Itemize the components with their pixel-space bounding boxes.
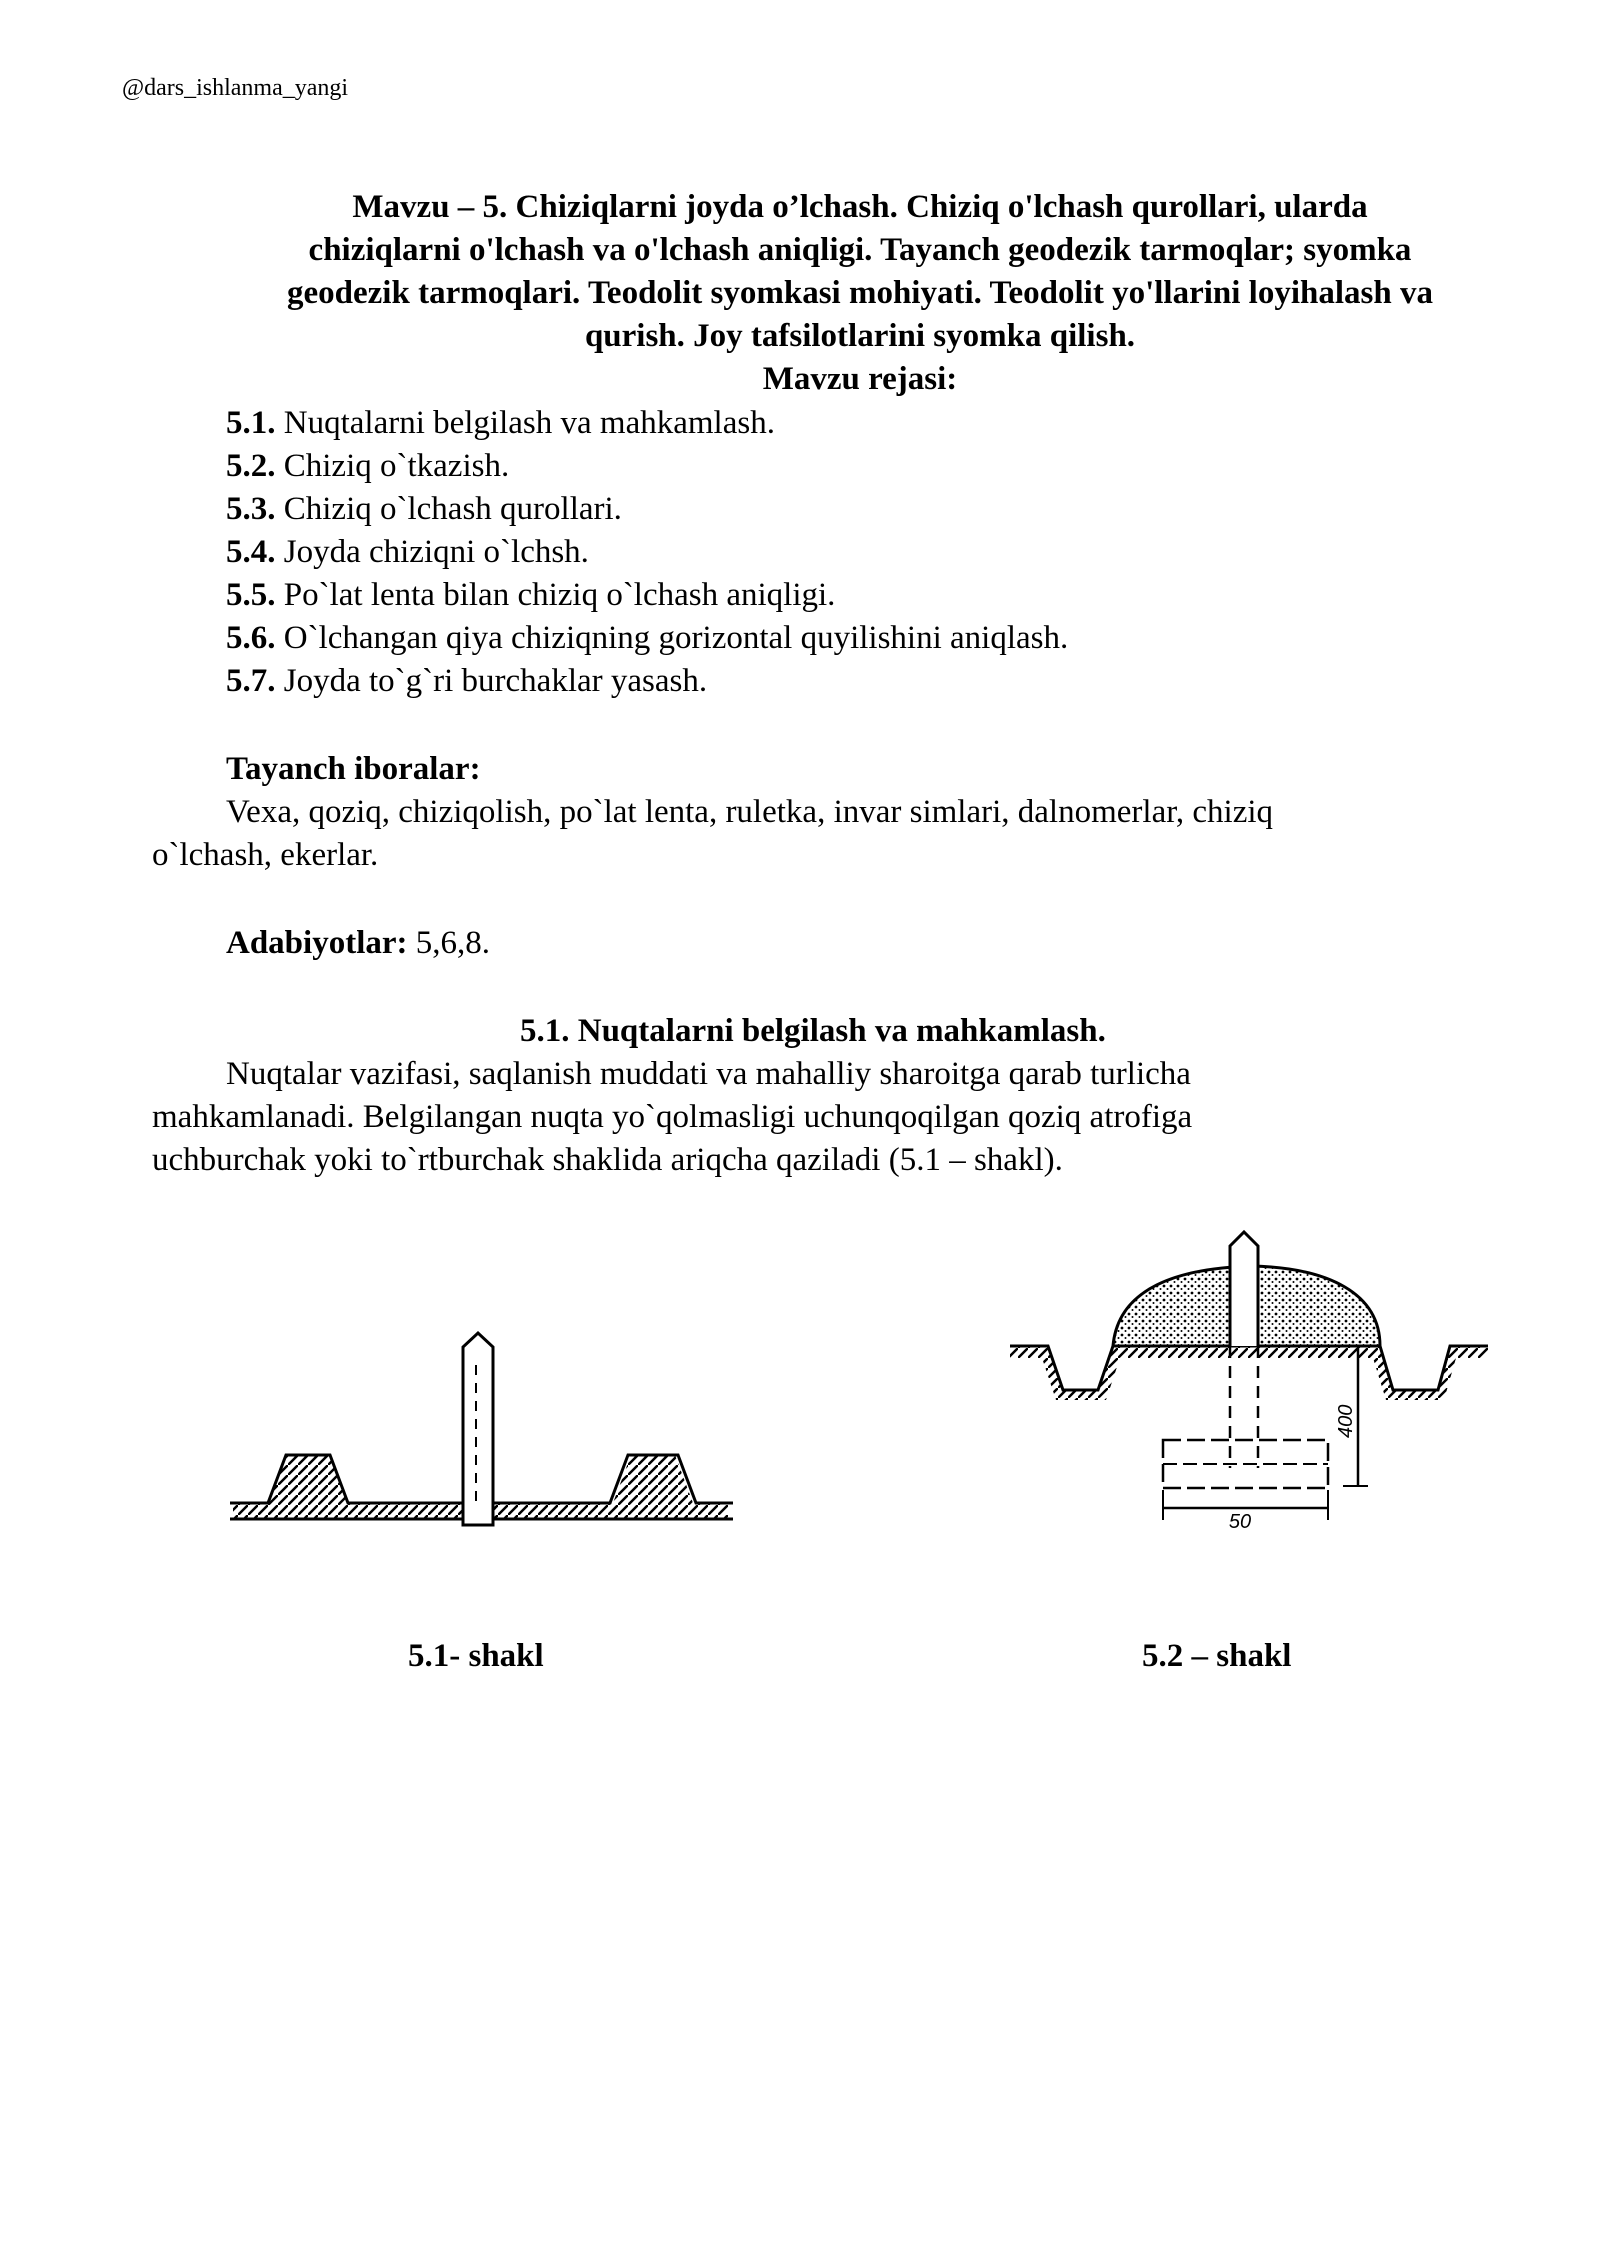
keywords-line-2: o`lchash, ekerlar. xyxy=(152,837,379,873)
plan-item-number: 5.6. xyxy=(226,620,276,656)
literature xyxy=(226,922,490,965)
plan-heading: Mavzu rejasi: xyxy=(762,361,958,397)
plan-item-number: 5.3. xyxy=(226,491,276,527)
figure-5-2-caption: 5.2 – shakl xyxy=(1142,1638,1292,1674)
plan-item-number: 5.2. xyxy=(226,448,276,484)
literature-label: Adabiyotlar: xyxy=(226,925,408,961)
plan-item-text: Nuqtalarni belgilash va mahkamlash. xyxy=(283,405,775,441)
plan-item-text: Joyda chiziqni o`lchsh. xyxy=(283,534,589,570)
plan-item-number: 5.4. xyxy=(226,534,276,570)
plan-item-text: Chiziq o`lchash qurollari. xyxy=(283,491,622,527)
plan-item-text: Po`lat lenta bilan chiziq o`lchash aniqligi. xyxy=(283,577,836,613)
keywords-heading: Tayanch iboralar: xyxy=(226,751,481,787)
plan-item xyxy=(226,402,775,445)
plan-item xyxy=(226,488,622,531)
title-line-2: chiziqlarni o'lchash va o'lchash aniqligi. Tayanch geodezik tarmoqlar; syomka xyxy=(308,232,1412,268)
title-line-1: Mavzu – 5. Chiziqlarni joyda o’lchash. Chiziq o'lchash qurollari, ularda xyxy=(352,189,1368,225)
stake xyxy=(463,1333,493,1525)
dimension-width-label: 50 xyxy=(1228,1511,1252,1533)
ground-profile xyxy=(1010,1346,1488,1400)
plan-item xyxy=(226,531,589,574)
plan-item xyxy=(226,617,1068,660)
section-paragraph-line-1: Nuqtalar vazifasi, saqlanish muddati va mahalliy sharoitga qarab turlicha xyxy=(226,1056,1191,1092)
plan-item-number: 5.7. xyxy=(226,663,276,699)
figure-5-1-caption: 5.1- shakl xyxy=(408,1638,544,1674)
dimension-height-label: 400 xyxy=(1335,1404,1357,1438)
plan-item-number: 5.5. xyxy=(226,577,276,613)
section-paragraph-line-3: uchburchak yoki to`rtburchak shaklida ariqcha qaziladi (5.1 – shakl). xyxy=(152,1142,1063,1178)
plan-item xyxy=(226,445,509,488)
figure-5-2-stake-with-mound xyxy=(1008,1228,1493,1538)
title-line-3: geodezik tarmoqlari. Teodolit syomkasi mohiyati. Teodolit yo'llarini loyihalash va xyxy=(287,275,1433,311)
plan-item-text: O`lchangan qiya chiziqning gorizontal quyilishini aniqlash. xyxy=(283,620,1069,656)
section-paragraph-line-2: mahkamlanadi. Belgilangan nuqta yo`qolmasligi uchunqoqilgan qoziq atrofiga xyxy=(152,1099,1193,1135)
plan-item-text: Joyda to`g`ri burchaklar yasash. xyxy=(283,663,708,699)
keywords-line-1: Vexa, qoziq, chiziqolish, po`lat lenta, ruletka, invar simlari, dalnomerlar, chiziq xyxy=(226,794,1274,830)
buried-block xyxy=(1163,1440,1328,1488)
plan-item-number: 5.1. xyxy=(226,405,276,441)
section-heading: 5.1. Nuqtalarni belgilash va mahkamlash. xyxy=(520,1013,1106,1049)
title-line-4: qurish. Joy tafsilotlarini syomka qilish. xyxy=(584,318,1136,354)
watermark: @dars_ishlanma_yangi xyxy=(122,75,349,101)
plan-item xyxy=(226,574,835,617)
plan-item xyxy=(226,660,707,703)
literature-value: 5,6,8. xyxy=(407,925,490,961)
figure-5-1-stake-with-trench xyxy=(228,1325,738,1545)
plan-item-text: Chiziq o`tkazish. xyxy=(283,448,510,484)
document-title xyxy=(190,186,1530,401)
